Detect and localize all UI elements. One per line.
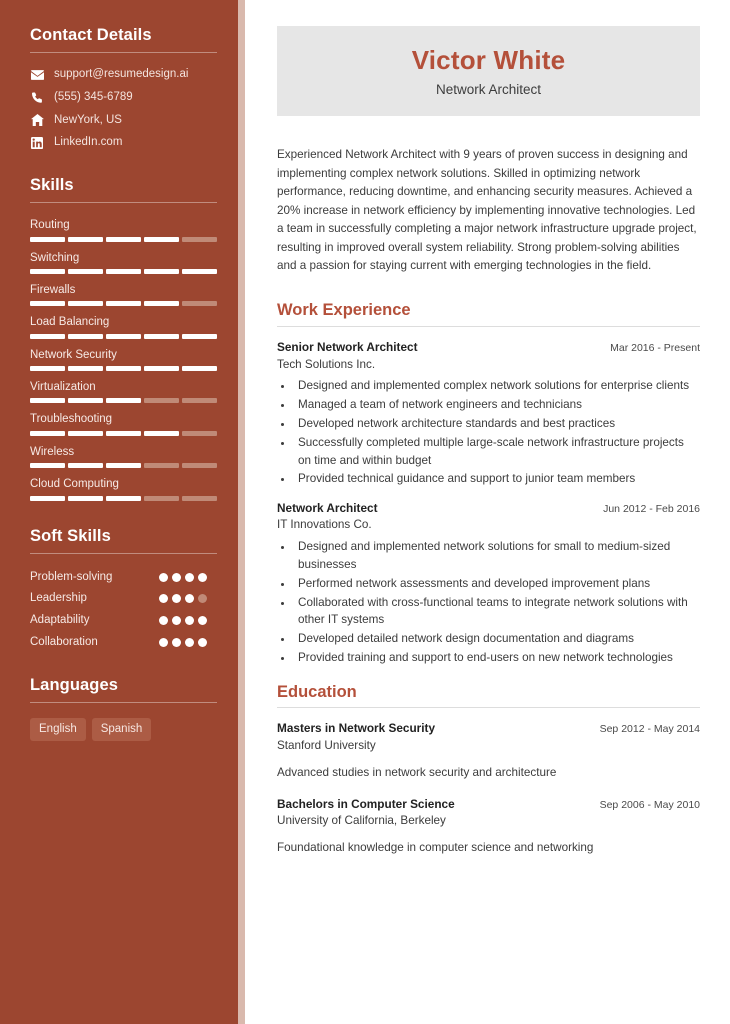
skill-segment [106,301,141,306]
list-item: • Designed and implemented complex network solutions for enterprise clients [294,377,700,395]
work-entry-organization: IT Innovations Co. [277,518,372,532]
work-entry-organization: Tech Solutions Inc. [277,357,376,371]
skill-item [30,218,217,241]
list-item: • Designed and implemented network solutions for small to medium-sized businesses [294,538,700,574]
skill-segment [182,269,217,274]
skill-segment [106,463,141,468]
contact-row[interactable] [30,68,217,82]
work-entry-header [277,340,700,355]
skill-segment [182,301,217,306]
education-list [277,721,700,856]
soft-skill-rating [159,590,217,603]
list-item: • Successfully completed multiple large-scale network infrastructure projects on time and within budget [294,434,700,470]
skill-segment [68,301,103,306]
soft-skill-label: Leadership [30,592,87,605]
skill-level-bar [30,269,217,274]
skill-segment [106,431,141,436]
skill-item [30,283,217,306]
rating-dot [185,573,194,582]
work-entry-header [277,501,700,516]
skill-segment [106,269,141,274]
skill-level-bar [30,463,217,468]
skill-label: Firewalls [30,283,76,296]
education-entry-header [277,797,700,812]
contact-text: LinkedIn.com [54,136,123,149]
skill-segment [182,431,217,436]
education-entry [277,721,700,781]
education-section [277,683,700,857]
work-entry [277,340,700,488]
rating-dot [198,638,207,647]
skill-label: Virtualization [30,381,96,394]
soft-skill-item [30,634,217,651]
skill-segment [182,334,217,339]
skill-level-bar [30,398,217,403]
skill-segment [106,496,141,501]
rating-dot [185,594,194,603]
skill-segment [68,237,103,242]
skill-segment [144,301,179,306]
skill-item [30,445,217,468]
contact-row[interactable] [30,91,217,105]
soft-skill-label: Collaboration [30,635,98,648]
skill-segment [106,237,141,242]
skill-item [30,380,217,403]
skill-segment [68,496,103,501]
language-tag[interactable]: English [30,718,86,740]
soft-skill-item [30,569,217,586]
soft-skills-section [30,527,217,651]
work-entry-date: Mar 2016 - Present [610,342,700,355]
education-description: Foundational knowledge in computer science and networking [277,841,594,855]
skill-segment [144,431,179,436]
page-title: Victor White [411,45,566,75]
rating-dot [185,638,194,647]
skill-label: Wireless [30,445,75,458]
sidebar [0,0,245,1024]
soft-skills-heading: Soft Skills [30,526,111,545]
divider [30,702,217,703]
skill-item [30,412,217,435]
work-entry-date: Jun 2012 - Feb 2016 [603,503,700,516]
skill-segment [68,269,103,274]
contact-details-heading: Contact Details [30,26,152,44]
skill-segment [68,366,103,371]
skill-segment [68,431,103,436]
list-item: • Provided training and support to end-users on new network technologies [294,649,700,667]
education-degree: Masters in Network Security [277,721,436,736]
phone-icon [30,91,44,104]
rating-dot [159,616,168,625]
skill-item [30,348,217,371]
skill-segment [144,237,179,242]
contact-details-section [30,26,217,150]
work-entry-bullets [294,377,700,488]
skill-level-bar [30,366,217,371]
professional-summary: Experienced Network Architect with 9 years of proven success in designing and implementing complex network solutions. Skilled in optimizing network performance, reducing downtime, and enhancing security measures. Achieved a 20% increase in network efficiency by implementing innovative technologies. Led a team in successfully completing a major network infrastructure upgrade project, resulting in improved overall system reliability. Strong problem-solving abilities and a passion for staying current with emerging technologies in the field. [277,148,697,272]
skill-segment [30,237,65,242]
skill-segment [182,398,217,403]
skill-segment [182,463,217,468]
skill-segment [68,398,103,403]
soft-skill-label: Adaptability [30,613,90,626]
contact-row[interactable] [30,114,217,128]
education-date: Sep 2006 - May 2010 [599,799,700,812]
skill-segment [182,496,217,501]
skill-segment [68,463,103,468]
skill-segment [106,398,141,403]
skill-segment [30,269,65,274]
rating-dot [198,594,207,603]
divider [30,553,217,554]
skill-label: Routing [30,219,70,232]
language-tag-list [30,718,217,740]
education-degree: Bachelors in Computer Science [277,797,455,812]
language-tag[interactable]: Spanish [92,718,152,740]
education-entry [277,797,700,857]
rating-dot [198,616,207,625]
job-role: Network Architect [435,81,542,97]
skills-section [30,176,217,500]
work-entry-title: Network Architect [277,501,378,516]
rating-dot [159,573,168,582]
languages-heading: Languages [30,676,119,695]
skill-level-bar [30,237,217,242]
list-item: • Managed a team of network engineers and technicians [294,396,700,414]
linkedin-icon [30,137,44,150]
skill-item [30,477,217,500]
skills-list [30,218,217,500]
list-item: • Developed detailed network design documentation and diagrams [294,630,700,648]
education-institution: University of California, Berkeley [277,814,446,828]
skill-segment [30,463,65,468]
skill-level-bar [30,301,217,306]
skill-segment [68,334,103,339]
divider [277,326,700,327]
work-entry-title: Senior Network Architect [277,340,418,355]
skill-level-bar [30,496,217,501]
skill-label: Load Balancing [30,316,110,329]
rating-dot [172,594,181,603]
skill-segment [144,398,179,403]
soft-skill-rating [159,569,217,582]
name-card [277,26,700,116]
skill-label: Cloud Computing [30,478,119,491]
skill-label: Troubleshooting [30,413,113,426]
skill-segment [106,366,141,371]
work-experience-list [277,340,700,666]
list-item: • Provided technical guidance and support to junior team members [294,470,700,488]
education-date: Sep 2012 - May 2014 [599,723,700,736]
skill-segment [144,496,179,501]
rating-dot [172,573,181,582]
soft-skill-rating [159,634,217,647]
rating-dot [185,616,194,625]
languages-section [30,676,217,740]
rating-dot [159,594,168,603]
skill-item [30,251,217,274]
education-entry-header [277,721,700,736]
skill-segment [30,334,65,339]
work-entry-bullets [294,538,700,666]
skill-segment [182,237,217,242]
skill-segment [144,269,179,274]
work-experience-heading: Work Experience [277,301,411,320]
soft-skill-rating [159,612,217,625]
home-icon [30,114,44,127]
skill-segment [30,301,65,306]
rating-dot [172,616,181,625]
skill-segment [30,398,65,403]
envelope-icon [30,68,44,81]
skill-segment [30,431,65,436]
skill-segment [30,496,65,501]
skill-segment [144,463,179,468]
divider [30,52,217,53]
rating-dot [172,638,181,647]
soft-skill-item [30,590,217,607]
skill-segment [144,334,179,339]
soft-skills-list [30,569,217,651]
work-entry [277,501,700,667]
skill-item [30,315,217,338]
skill-segment [144,366,179,371]
rating-dot [198,573,207,582]
contact-text: NewYork, US [54,113,122,126]
contact-text: support@resumedesign.ai [54,68,189,80]
skill-level-bar [30,334,217,339]
education-institution: Stanford University [277,738,376,752]
list-item: • Developed network architecture standards and best practices [294,415,700,433]
contact-list [30,68,217,150]
skill-label: Switching [30,251,80,264]
list-item: • Performed network assessments and developed improvement plans [294,575,700,593]
soft-skill-item [30,612,217,629]
list-item: • Collaborated with cross-functional teams to integrate network solutions with other IT systems [294,594,700,630]
education-description: Advanced studies in network security and architecture [277,765,557,779]
education-heading: Education [277,682,357,701]
work-experience-section [277,301,700,666]
skill-segment [182,366,217,371]
contact-row[interactable] [30,136,217,150]
divider [277,707,700,708]
skill-level-bar [30,431,217,436]
skill-segment [30,366,65,371]
skills-heading: Skills [30,176,74,195]
skill-segment [106,334,141,339]
main-content [245,0,730,1024]
skill-label: Network Security [30,348,117,361]
divider [30,202,217,203]
rating-dot [159,638,168,647]
contact-text: (555) 345-6789 [54,90,133,103]
soft-skill-label: Problem-solving [30,570,113,583]
